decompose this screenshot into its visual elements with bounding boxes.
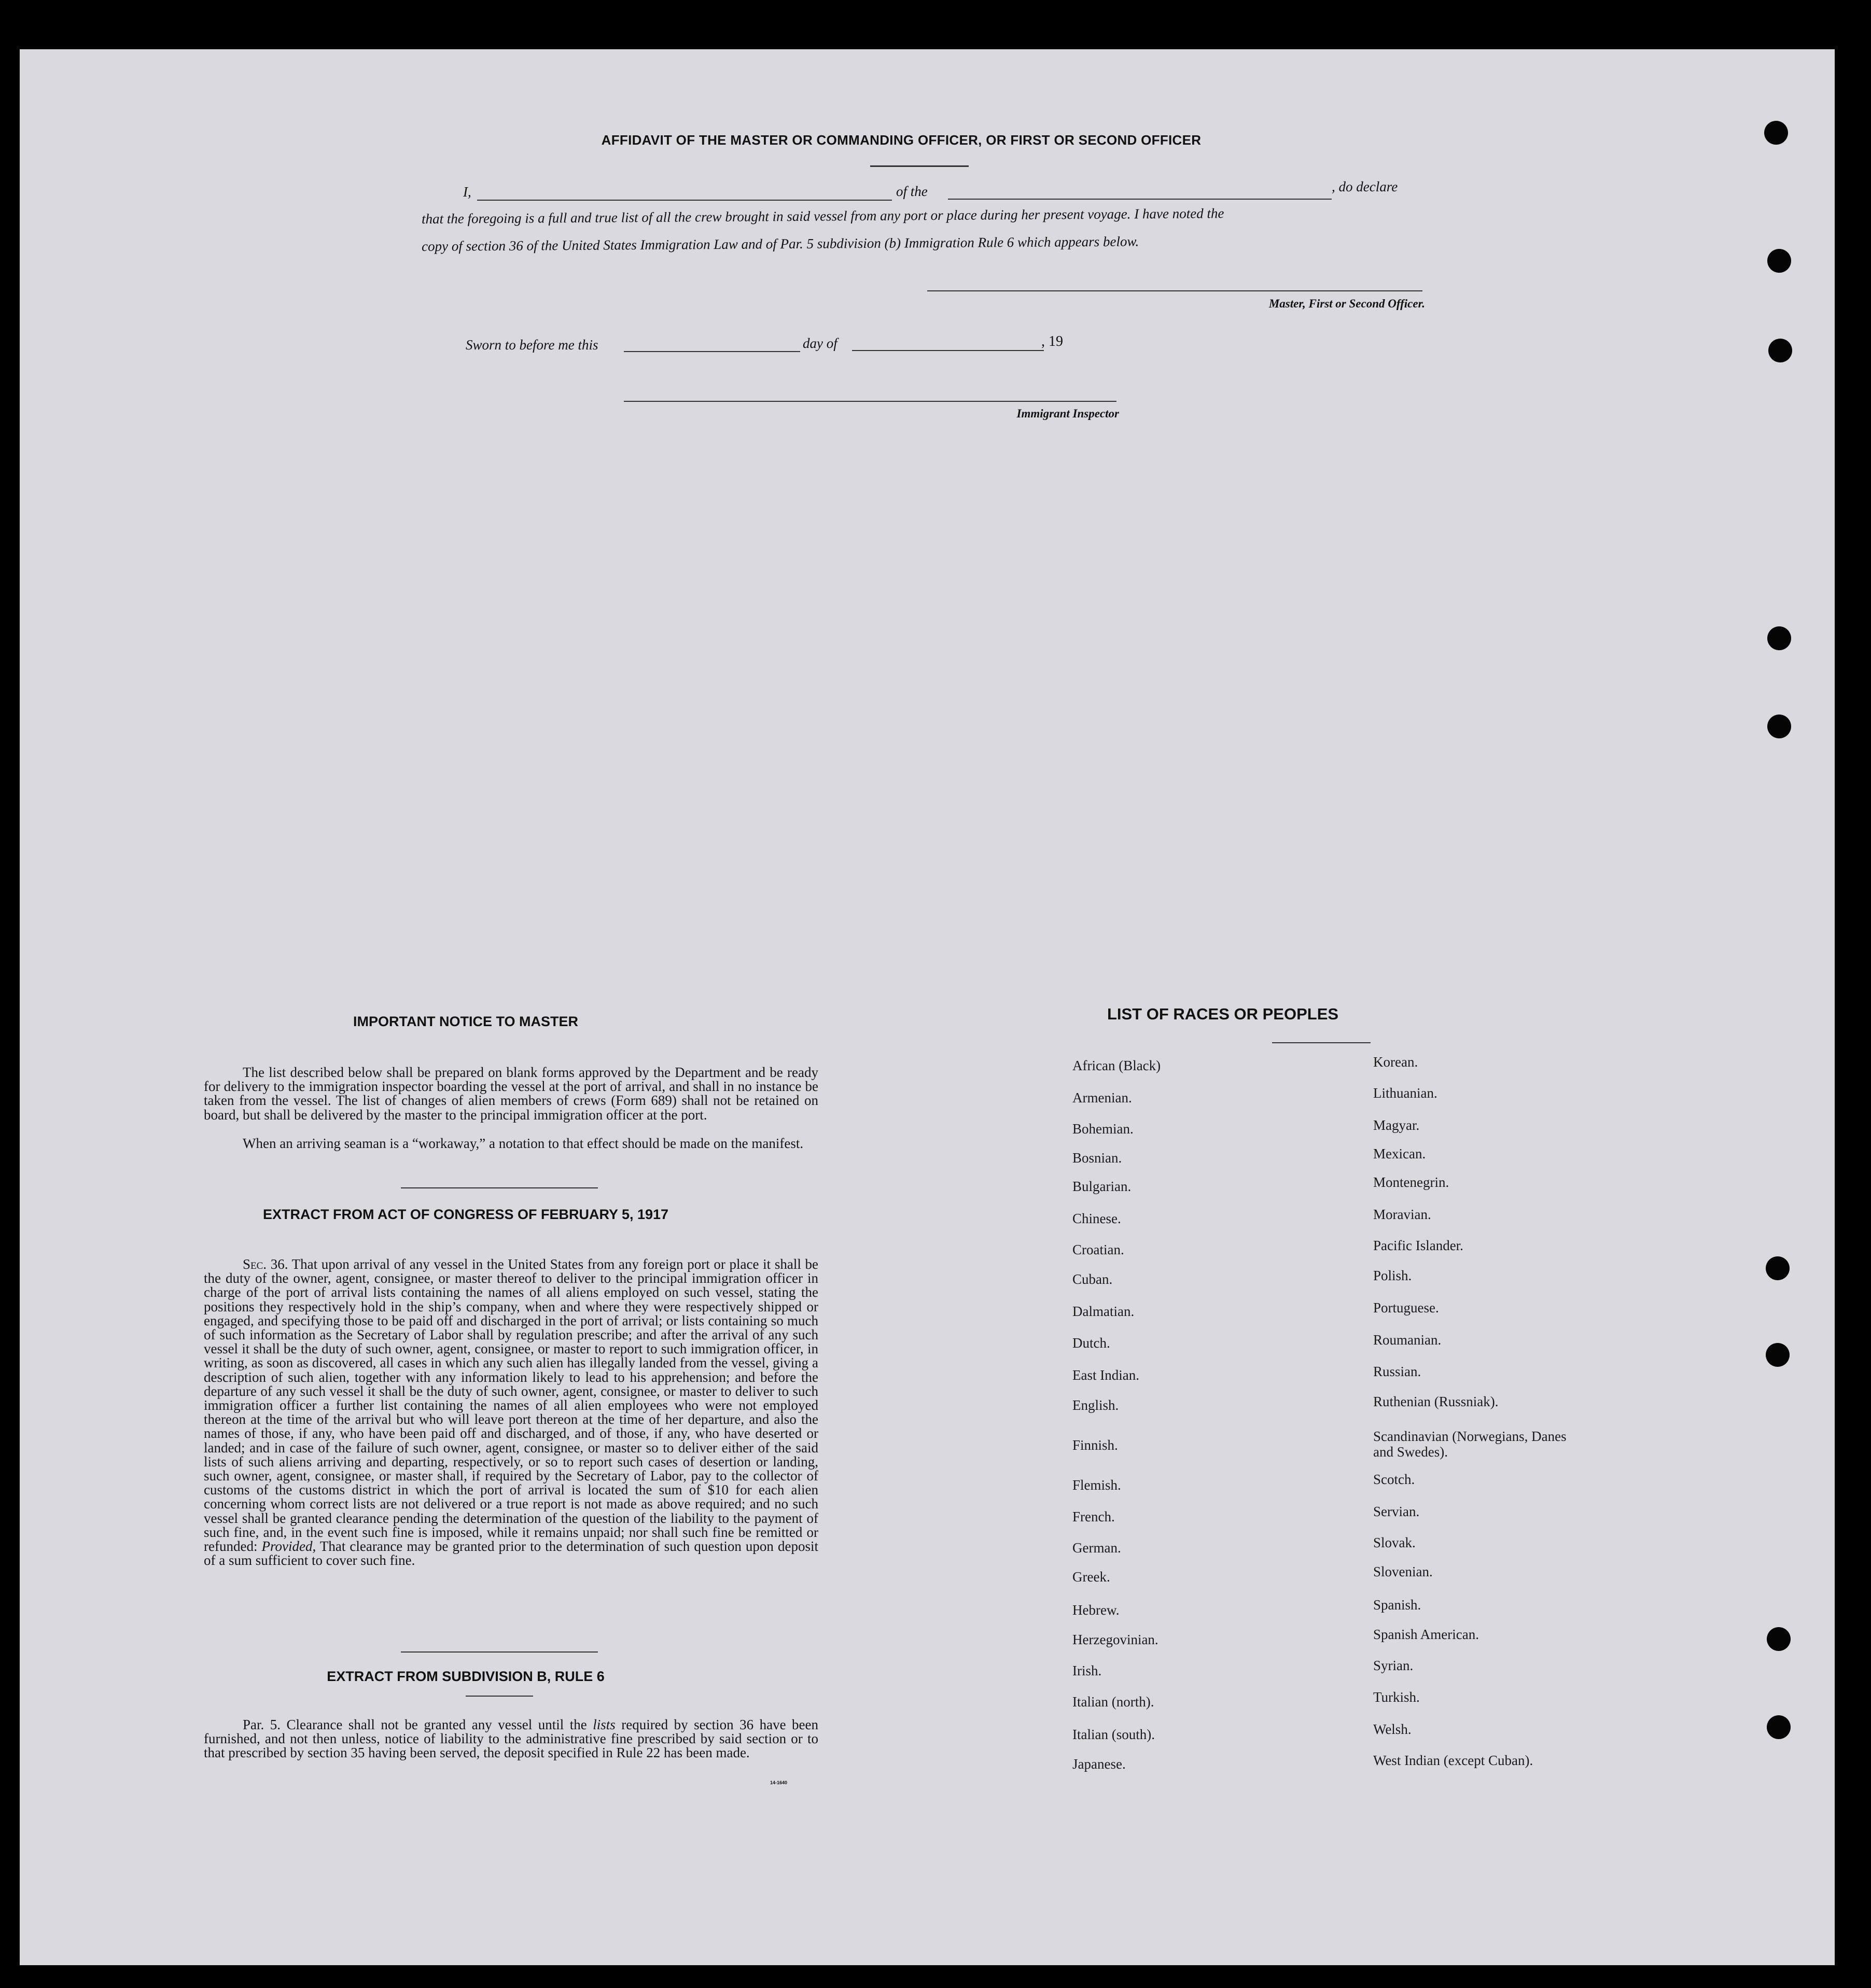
binder-hole-6: [1766, 1256, 1790, 1280]
race-item: Dutch.: [1072, 1335, 1110, 1351]
race-item: Slovak.: [1373, 1535, 1416, 1550]
notice-text-2: When an arriving seaman is a “workaway,” a notation to that effect should be made on the manifest.: [243, 1136, 804, 1151]
race-item: Irish.: [1072, 1663, 1102, 1678]
race-item: Mexican.: [1373, 1146, 1426, 1161]
affidavit-line-3: copy of section 36 of the United States Immigration Law and of Par. 5 subdivision (b) Immigration Rule 6 which appears below.: [422, 233, 1139, 254]
race-item: French.: [1072, 1509, 1115, 1524]
race-item: Syrian.: [1373, 1658, 1414, 1673]
act-provided: Provided,: [261, 1538, 316, 1555]
declare-label: , do declare: [1332, 179, 1398, 194]
act-text: That upon arrival of any vessel in the United States from any foreign port or place it shall be the duty of the owner, agent, consignee, or master thereof to deliver to the principal immigration officer in charge of the port of arrival lists containing the names of all aliens employed on such vessel, stating the positions they respectively hold in the ship’s company, when and where they were respectively shipped or engaged, and specifying those to be paid off and discharged in the port of arrival; or lists containing so much of such information as the Secretary of Labor shall by regulation prescribe; and after the arrival of any such vessel it shall be the duty of such owner, agent, consignee, or master to report to such immigration officer, in writing, as soon as discovered, all cases in which any such alien has illegally landed from the vessel, giving a description of such alien, together with any information likely to lead to his apprehension; and before the departure of any such vessel it shall be the duty of such owner, agent, consignee, or master to deliver to such immigration officer a further list containing the names of all alien employees who were not employed thereon at the time of the arrival but who will leave port thereon at the time of her departure, and also the names of those, if any, who have been paid off and discharged, and of those, if any, who have deserted or landed; and in case of the failure of such owner, agent, consignee, or master so to deliver either of the said lists of such aliens arriving and departing, respectively, or so to report such cases of desertion or landing, such owner, agent, consignee, or master shall, if required by the Secretary of Labor, pay to the collector of customs of the customs district in which the port of arrival is located the sum of $10 for each alien concerning whom correct lists are not delivered or a true report is not made as above required; and no such vessel shall be granted clearance pending the determination of the question of the liability to the payment of such fine, and, in the event such fine is imposed, while it remains unpaid; nor shall such fine be remitted or refunded:: [204, 1256, 818, 1555]
notice-text-1: The list described below shall be prepared on blank forms approved by the Department and be ready for delivery to the immigration inspector boarding the vessel at the port of arrival, and shall in no instance be taken from the vessel. The list of changes of alien members of crews (Form 689) shall not be retained on board, but shall be delivered by the master to the principal immigration officer at the port.: [204, 1065, 818, 1123]
binder-hole-4: [1767, 626, 1791, 650]
race-item: Ruthenian (Russniak).: [1373, 1394, 1499, 1409]
race-item: Bosnian.: [1072, 1150, 1122, 1166]
race-item: Russian.: [1373, 1364, 1421, 1379]
race-item: Hebrew.: [1072, 1602, 1120, 1618]
notice-heading: IMPORTANT NOTICE TO MASTER: [353, 1014, 578, 1029]
binder-hole-2: [1767, 249, 1791, 273]
heading-divider: [870, 165, 969, 167]
race-item: East Indian.: [1072, 1367, 1139, 1383]
rule-lists: lists: [593, 1717, 616, 1732]
races-heading: LIST OF RACES OR PEOPLES: [1107, 1005, 1339, 1023]
affidavit-line-2: that the foregoing is a full and true list of all the crew brought in said vessel from any port or place during her present voyage. I have noted the: [422, 205, 1224, 227]
master-signature-caption: Master, First or Second Officer.: [1268, 297, 1425, 310]
declarant-name-field[interactable]: [477, 200, 892, 201]
race-item: Pacific Islander.: [1373, 1238, 1463, 1253]
race-item: Japanese.: [1072, 1756, 1126, 1772]
rule-text-b: required by section 36 have been furnished, and not then unless, notice of liability to the administrative fine prescribed by said section or to that prescribed by section 35 having been served, the deposit specified in Rule 22 has been made.: [204, 1717, 819, 1761]
race-item: Dalmatian.: [1072, 1304, 1135, 1319]
race-item: Welsh.: [1373, 1721, 1412, 1737]
race-item: African (Black): [1072, 1058, 1161, 1073]
race-item: Magyar.: [1373, 1117, 1420, 1133]
notice-paragraph-1: [204, 1066, 818, 1122]
binder-hole-9: [1767, 1715, 1791, 1739]
section-divider-1: [401, 1187, 598, 1188]
binder-hole-8: [1767, 1627, 1791, 1651]
rule-heading-underline: [466, 1696, 533, 1697]
act-text-end: That clearance may be granted prior to the determination of such question upon deposit of a sum sufficient to cover such fine.: [204, 1538, 819, 1569]
year-label: , 19: [1041, 333, 1063, 349]
sworn-day-field[interactable]: [624, 351, 800, 352]
binder-hole-7: [1766, 1343, 1790, 1367]
race-item: Scotch.: [1373, 1472, 1415, 1487]
race-item: Montenegrin.: [1373, 1174, 1449, 1190]
day-of-label: day of: [803, 335, 837, 351]
race-item: Turkish.: [1373, 1689, 1420, 1705]
race-item: Roumanian.: [1373, 1332, 1442, 1348]
rule-text-a: Par. 5. Clearance shall not be granted any vessel until the: [243, 1717, 587, 1732]
form-number: 14-1640: [770, 1780, 788, 1785]
race-item: Italian (north).: [1072, 1694, 1154, 1710]
race-item: Polish.: [1373, 1268, 1412, 1283]
race-item: Scandinavian (Norwegians, Danes and Swedes).: [1373, 1429, 1567, 1460]
race-item: German.: [1072, 1540, 1121, 1556]
master-signature-field[interactable]: [927, 290, 1422, 291]
race-item: Flemish.: [1072, 1477, 1121, 1493]
binder-hole-5: [1767, 715, 1791, 738]
race-item: Croatian.: [1072, 1242, 1124, 1257]
rule-paragraph: [204, 1718, 818, 1760]
race-item: Bohemian.: [1072, 1121, 1134, 1137]
races-heading-divider: [1272, 1042, 1371, 1043]
act-heading: EXTRACT FROM ACT OF CONGRESS OF FEBRUARY 5, 1917: [262, 1207, 669, 1222]
race-item: West Indian (except Cuban).: [1373, 1753, 1533, 1768]
binder-hole-1: [1764, 121, 1788, 145]
act-section-label: Sec. 36.: [243, 1256, 288, 1272]
declarant-prefix: I,: [463, 184, 471, 200]
act-paragraph: [204, 1257, 818, 1567]
sworn-prefix: Sworn to before me this: [466, 337, 598, 353]
notice-paragraph-2: [204, 1137, 818, 1151]
affidavit-heading: AFFIDAVIT OF THE MASTER OR COMMANDING OFFICER, OR FIRST OR SECOND OFFICER: [601, 132, 1202, 148]
race-item: Cuban.: [1072, 1271, 1113, 1287]
race-item: Italian (south).: [1072, 1727, 1155, 1742]
race-item: Spanish.: [1373, 1597, 1421, 1613]
race-item: Greek.: [1072, 1569, 1110, 1585]
race-item: Slovenian.: [1373, 1564, 1433, 1579]
sworn-month-field[interactable]: [852, 350, 1044, 351]
section-divider-2: [401, 1651, 598, 1653]
race-item: Finnish.: [1072, 1437, 1118, 1453]
race-item: English.: [1072, 1397, 1119, 1413]
race-item: Moravian.: [1373, 1207, 1431, 1222]
race-item: Portuguese.: [1373, 1300, 1439, 1315]
binder-hole-3: [1768, 339, 1792, 362]
of-the-label: of the: [896, 184, 928, 199]
vessel-name-field[interactable]: [948, 199, 1332, 200]
rule-heading: EXTRACT FROM SUBDIVISION B, RULE 6: [327, 1669, 605, 1684]
race-item: Chinese.: [1072, 1211, 1121, 1226]
race-item: Spanish American.: [1373, 1627, 1479, 1642]
form-page: [20, 49, 1835, 1965]
race-item: Korean.: [1373, 1054, 1418, 1070]
inspector-signature-field[interactable]: [624, 401, 1116, 402]
race-item: Armenian.: [1072, 1090, 1132, 1105]
race-item: Bulgarian.: [1072, 1179, 1132, 1194]
race-item: Lithuanian.: [1373, 1085, 1437, 1101]
race-item: Herzegovinian.: [1072, 1632, 1158, 1647]
race-item: Servian.: [1373, 1504, 1420, 1519]
inspector-caption: Immigrant Inspector: [1016, 407, 1119, 420]
